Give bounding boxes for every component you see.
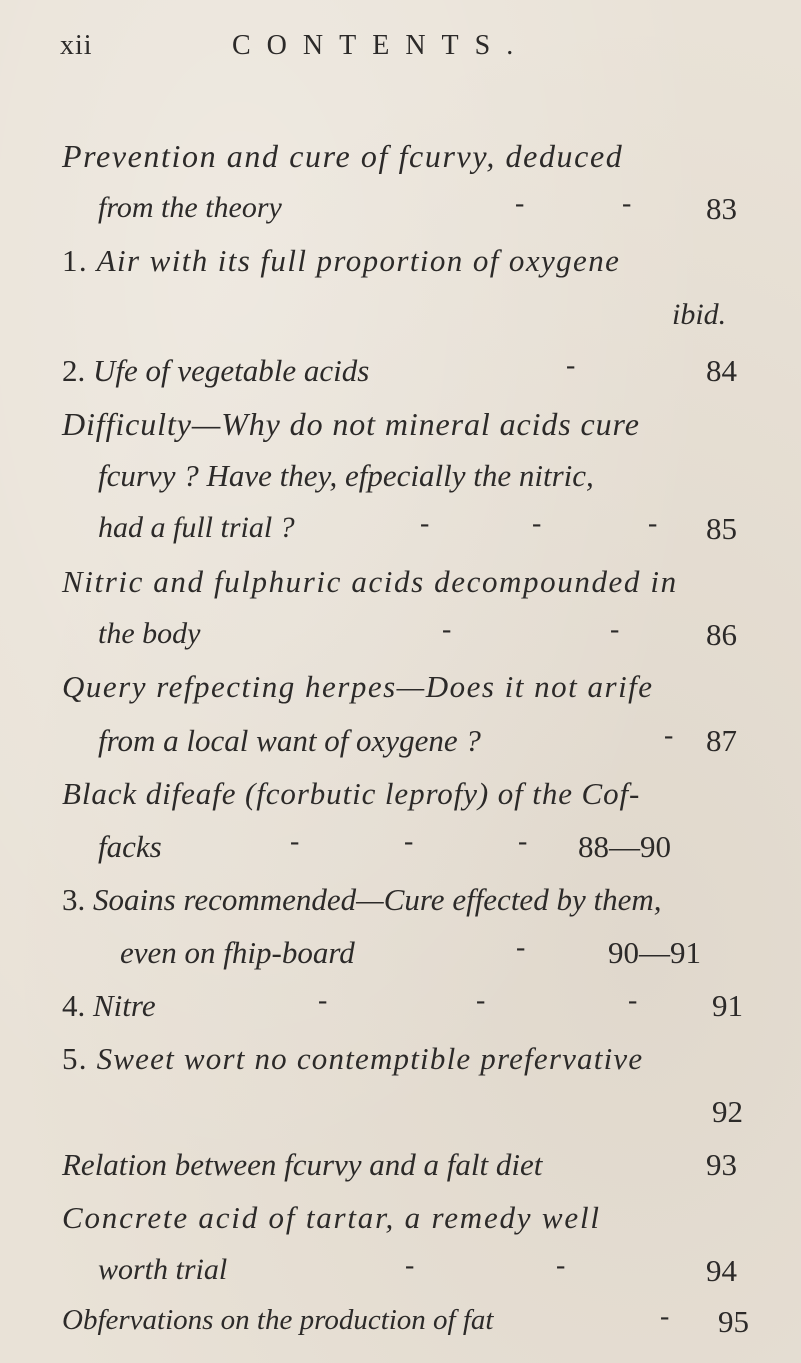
page-ref: 94 — [706, 1253, 737, 1288]
page-ref: 90—91 — [608, 935, 701, 970]
leader-dash: - — [610, 614, 620, 645]
page-ref: 86 — [706, 617, 737, 652]
leader-dash: - — [515, 188, 525, 219]
page-ref: 92 — [712, 1094, 743, 1129]
folio: xii — [60, 30, 93, 61]
contents-line: worth trial — [98, 1253, 228, 1286]
page-ref: 88—90 — [578, 829, 671, 864]
contents-line: Query refpecting herpes—Does it not arife — [62, 669, 654, 704]
page-ref: 95 — [718, 1304, 749, 1339]
leader-dash: - — [566, 350, 576, 381]
page-ref: 87 — [706, 723, 737, 758]
contents-line: Relation between fcurvy and a falt diet — [62, 1147, 543, 1182]
leader-dash: - — [648, 508, 658, 539]
leader-dash: - — [532, 508, 542, 539]
contents-line: 2. Ufe of vegetable acids — [62, 353, 370, 388]
contents-line: 5. Sweet wort no contemptible prefervative — [62, 1041, 644, 1076]
leader-dash: - — [664, 720, 674, 751]
page-header — [0, 16, 801, 66]
contents-line: 1. Air with its full proportion of oxygene — [62, 243, 621, 278]
leader-dash: - — [622, 188, 632, 219]
page-ref: 91 — [712, 988, 743, 1023]
running-head: CONTENTS. — [232, 30, 530, 61]
contents-line: Nitric and fulphuric acids decompounded in — [62, 564, 678, 599]
leader-dash: - — [420, 508, 430, 539]
contents-line: Prevention and cure of fcurvy, deduced — [62, 138, 624, 174]
contents-line: from the theory — [98, 191, 282, 224]
page-ref: 84 — [706, 353, 737, 388]
contents-line: the body — [98, 617, 201, 650]
leader-dash: - — [628, 985, 638, 1016]
contents-line: Obfervations on the production of fat — [62, 1304, 494, 1336]
leader-dash: - — [405, 1250, 415, 1281]
contents-line: fcurvy ? Have they, efpecially the nitric, — [98, 458, 594, 493]
leader-dash: - — [318, 985, 328, 1016]
leader-dash: - — [518, 826, 528, 857]
page-ref: ibid. — [672, 298, 727, 331]
page-ref: 85 — [706, 511, 737, 546]
leader-dash: - — [476, 985, 486, 1016]
contents-line: 3. Soains recommended—Cure effected by them, — [62, 882, 662, 917]
leader-dash: - — [442, 614, 452, 645]
contents-line: facks — [98, 829, 162, 864]
contents-line: Black difeafe (fcorbutic leprofy) of the Cof- — [62, 776, 641, 811]
page-ref: 83 — [706, 191, 737, 226]
contents-line: from a local want of oxygene ? — [98, 723, 481, 758]
leader-dash: - — [404, 826, 414, 857]
contents-line: had a full trial ? — [98, 511, 295, 544]
contents-line: 4. Nitre — [62, 988, 156, 1023]
contents-line: Concrete acid of tartar, a remedy well — [62, 1200, 601, 1235]
contents-line: even on fhip-board — [120, 935, 355, 970]
contents-line: Difficulty—Why do not mineral acids cure — [62, 406, 640, 442]
leader-dash: - — [660, 1301, 670, 1332]
leader-dash: - — [290, 826, 300, 857]
leader-dash: - — [516, 932, 526, 963]
page-ref: 93 — [706, 1147, 737, 1182]
leader-dash: - — [556, 1250, 566, 1281]
